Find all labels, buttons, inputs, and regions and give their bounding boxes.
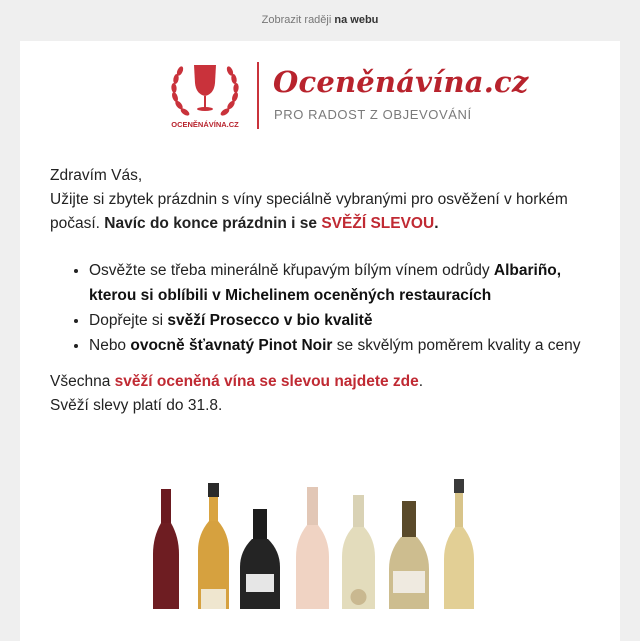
cta-link[interactable]: svěží oceněná vína se slevou najdete zde (114, 373, 419, 390)
validity-note: Svěží slevy platí do 31.8. (50, 397, 223, 414)
bottle-red-icon (153, 489, 179, 609)
offer-list (50, 258, 595, 358)
intro-bold: Navíc do konce prázdnin i se (104, 215, 322, 232)
list-item-text: Dopřejte si (89, 312, 168, 329)
intro-text: Užijte si zbytek prázdnin s víny speciálně vybranými pro osvěžení v horkém počasí. (50, 191, 568, 232)
discount-highlight: SVĚŽÍ SLEVOU (321, 215, 435, 232)
bottle-rose-icon (296, 487, 329, 609)
view-in-browser-link[interactable]: na webu (334, 14, 379, 26)
list-item-text-end: se skvělým poměrem kvality a ceny (332, 337, 581, 354)
bottle-riesling-icon (444, 479, 474, 609)
cta-text: Všechna (50, 373, 115, 390)
emblem-text: OCENĚNÁVÍNA.CZ (171, 120, 239, 129)
logo-divider (257, 62, 259, 129)
brand-tagline: PRO RADOST Z OBJEVOVÁNÍ (274, 107, 472, 122)
list-item-bold[interactable]: ovocně šťavnatý Pinot Noir (130, 337, 333, 354)
bottle-sparkling-icon (389, 501, 429, 609)
brand-name: Oceněnávína.cz (273, 65, 529, 99)
wine-bottles-image[interactable] (148, 479, 508, 609)
wine-glass-emblem-icon (168, 61, 242, 133)
list-item (89, 258, 595, 308)
cta-end: . (418, 373, 424, 390)
email-card (20, 41, 620, 641)
brand-logo[interactable] (168, 61, 529, 133)
list-item-text: Osvěžte se třeba minerálně křupavým bílým vínem odrůdy (89, 262, 494, 279)
bottle-white-icon (342, 495, 375, 609)
bottle-amber-icon (198, 483, 229, 609)
list-item (89, 308, 595, 333)
intro-end: . (434, 215, 439, 232)
view-in-browser-bar (0, 0, 640, 40)
cta-paragraph (50, 370, 595, 394)
email-body (50, 164, 595, 418)
intro-paragraph (50, 188, 595, 236)
list-item (89, 333, 595, 358)
list-item-bold[interactable]: Albariño, kterou si oblíbili v Michelinem oceněných restauracích (89, 262, 562, 304)
view-in-browser-prefix: Zobrazit raději (261, 14, 332, 26)
list-item-text: Nebo (89, 337, 131, 354)
bottle-prosecco-icon (240, 509, 280, 609)
list-item-bold[interactable]: svěží Prosecco v bio kvalitě (167, 312, 373, 329)
greeting: Zdravím Vás, (50, 167, 143, 184)
